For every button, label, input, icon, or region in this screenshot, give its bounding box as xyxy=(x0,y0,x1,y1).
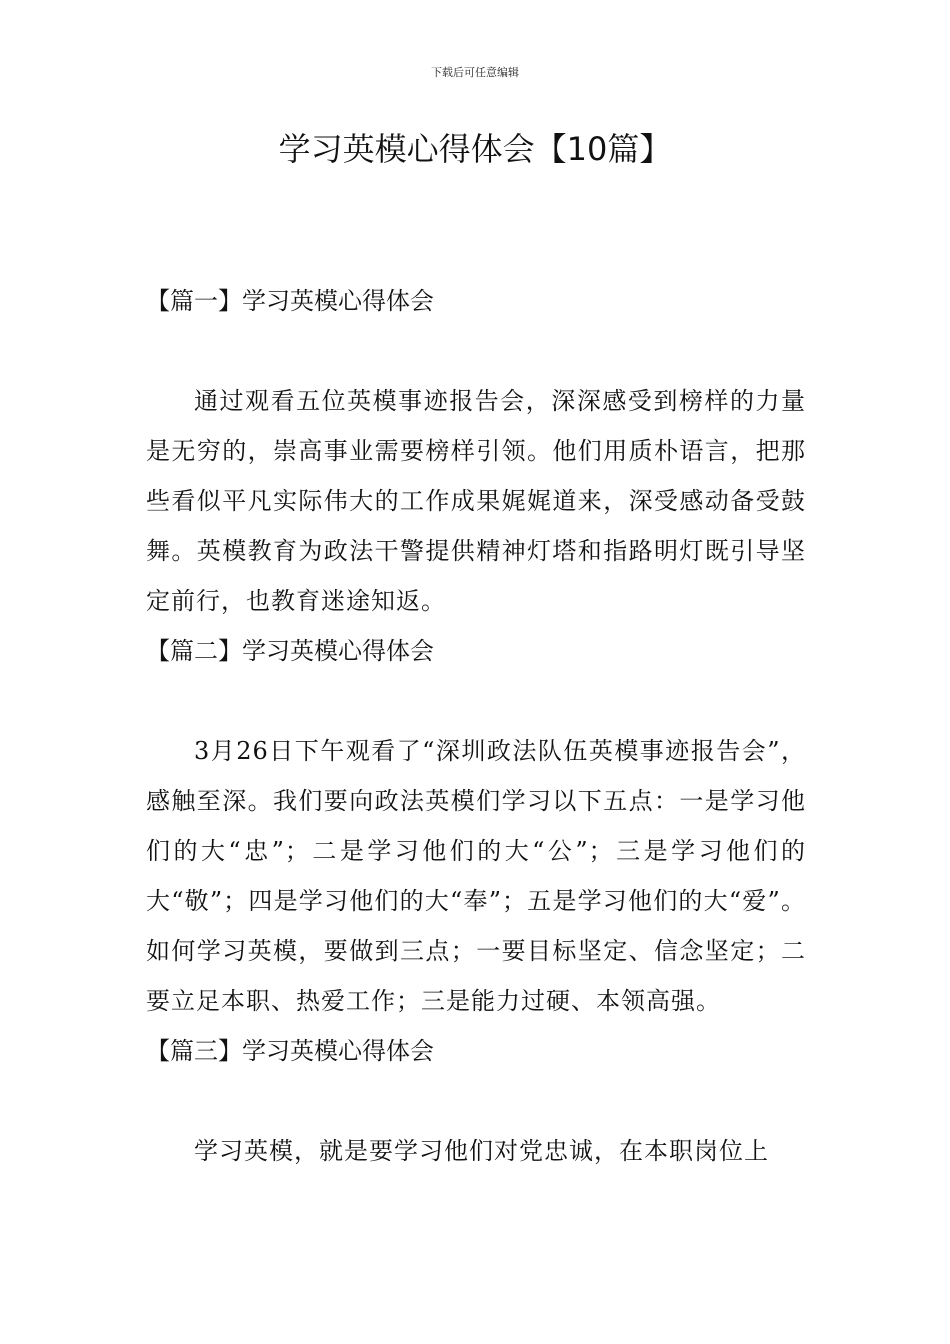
section-paragraph: 学习英模，就是要学习他们对党忠诚，在本职岗位上 xyxy=(194,1137,769,1165)
paragraph-spacer xyxy=(146,676,806,726)
document-body xyxy=(146,276,806,1176)
section-heading: 【篇一】学习英模心得体会 xyxy=(146,287,434,315)
section-1 xyxy=(146,276,806,626)
section-3 xyxy=(146,1026,806,1176)
paragraph-spacer xyxy=(146,326,806,376)
paragraph-spacer xyxy=(146,1076,806,1126)
section-paragraph: 通过观看五位英模事迹报告会，深深感受到榜样的力量是无穷的，崇高事业需要榜样引领。他们用质朴语言，把那些看似平凡实际伟大的工作成果娓娓道来，深受感动备受鼓舞。英模教育为政法干警提供精神灯塔和指路明灯既引导坚定前行，也教育迷途知返。 xyxy=(146,387,806,615)
document-title: 学习英模心得体会【10篇】 xyxy=(278,130,672,168)
section-2 xyxy=(146,626,806,1026)
section-heading: 【篇二】学习英模心得体会 xyxy=(146,637,434,665)
section-paragraph: 3月26日下午观看了“深圳政法队伍英模事迹报告会”，感触至深。我们要向政法英模们学习以下五点：一是学习他们的大“忠”；二是学习他们的大“公”；三是学习他们的大“敬”；四是学习他们的大“奉”；五是学习他们的大“爱”。如何学习英模，要做到三点；一要目标坚定、信念坚定；二要立足本职、热爱工作；三是能力过硬、本领高强。 xyxy=(146,737,806,1015)
section-heading: 【篇三】学习英模心得体会 xyxy=(146,1037,434,1065)
page-header-note: 下载后可任意编辑 xyxy=(431,66,519,79)
